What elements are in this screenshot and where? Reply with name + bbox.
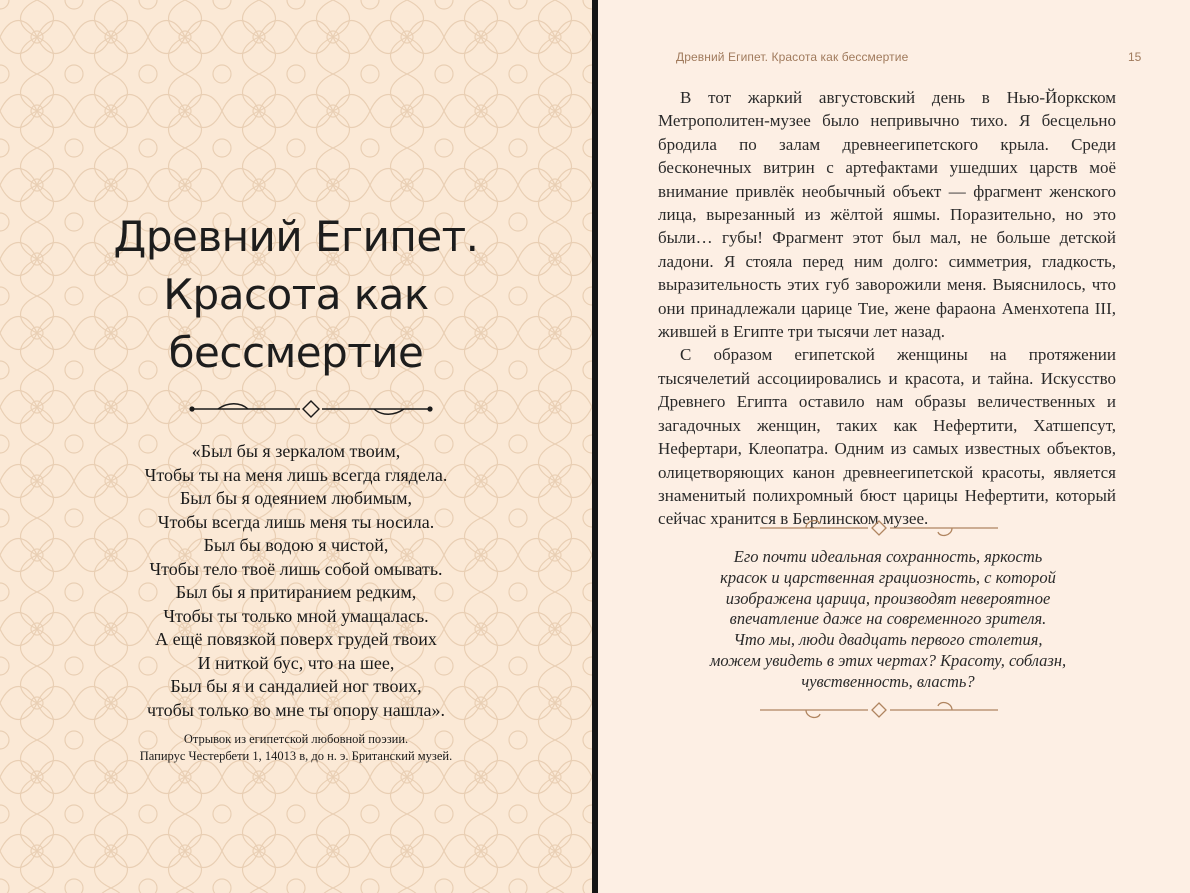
running-head: Древний Египет. Красота как бессмертие — [676, 50, 909, 64]
page-number: 15 — [1128, 50, 1142, 64]
poem-line: И ниткой бус, что на шее, — [197, 652, 395, 673]
chapter-title — [0, 208, 592, 382]
quote-line: чувственность, власть? — [801, 671, 975, 691]
chapter-title-line: Древний Египет. — [113, 212, 479, 261]
chapter-title-line: Красота как — [163, 270, 429, 319]
quote-line: Его почти идеальная сохранность, яркость — [733, 547, 1043, 566]
body-text — [658, 86, 1116, 531]
quote-bottom-ornament — [756, 698, 1002, 722]
quote-top-ornament — [756, 516, 1002, 540]
quote-line: впечатление даже на современного зрителя. — [729, 609, 1047, 629]
caption-line: Папирус Честербети 1, 14013 в, до н. э. Британский музей. — [139, 749, 453, 763]
poem-line: Был бы я притиранием редким, — [175, 582, 417, 602]
poem-line: Чтобы ты только мной умащалась. — [163, 605, 429, 626]
poem-line: Был бы я и сандалией ног твоих, — [170, 676, 422, 696]
poem-line: Чтобы ты на меня лишь всегда глядела. — [144, 464, 448, 485]
poem-line: Был бы водою я чистой, — [203, 535, 389, 555]
poem-line: «Был бы я зеркалом твоим, — [191, 441, 401, 461]
pull-quote — [658, 547, 1118, 693]
left-page — [0, 0, 592, 893]
caption-line: Отрывок из египетской любовной поэзии. — [183, 732, 409, 746]
poem-line: Был бы я одеянием любимым, — [179, 488, 413, 508]
quote-line: красок и царственная грациозность, с которой — [720, 567, 1056, 587]
poem-excerpt — [0, 440, 592, 722]
quote-line: изображена царица, производят невероятное — [725, 588, 1051, 608]
poem-line: чтобы только во мне ты опору нашла». — [146, 699, 446, 720]
title-divider-ornament — [188, 398, 434, 420]
poem-source-caption — [0, 731, 592, 765]
paragraph: В тот жаркий августовский день в Нью-Йоркском Метрополитен-музее было непривычно тихо. Я бесцельно бродила по залам древнеегипетского крыла. Среди бесконечных витрин с артефактами ушедших царств моё внимание привлёк необычный объект — фрагмент женского лица, вырезанный из жёлтой яшмы. Поразительно, но это были… губы! Фрагмент этот был мал, не больше детской ладони. Я стояла перед ним долго: симметрия, гладкость, выразительность этих губ заворожили меня. Выяснилось, что они принадлежали царице Тие, жене фараона Аменхотепа III, жившей в Египте три тысячи лет назад. — [658, 88, 1116, 342]
poem-line: Чтобы тело твоё лишь собой омывать. — [149, 558, 443, 579]
chapter-title-line: бессмертие — [168, 328, 424, 377]
quote-line: Что мы, люди двадцать первого столетия, — [733, 630, 1043, 650]
poem-line: Чтобы всегда лишь меня ты носила. — [157, 511, 435, 532]
poem-line: А ещё повязкой поверх грудей твоих — [155, 629, 437, 649]
quote-line: можем увидеть в этих чертах? Красоту, соблазн, — [709, 650, 1067, 670]
right-page — [598, 0, 1190, 893]
paragraph: С образом египетской женщины на протяжении тысячелетий ассоциировались и красота, и тайна. Искусство Древнего Египта оставило нам образы величественных и загадочных женщин, таких как Нефертити, Хатшепсут, Нефертари, Клеопатра. Одним из самых известных объектов, олицетворяющих канон древнеегипетской красоты, является знаменитый полихромный бюст царицы Нефертити, который сейчас хранится в Берлинском музее. — [658, 345, 1116, 529]
